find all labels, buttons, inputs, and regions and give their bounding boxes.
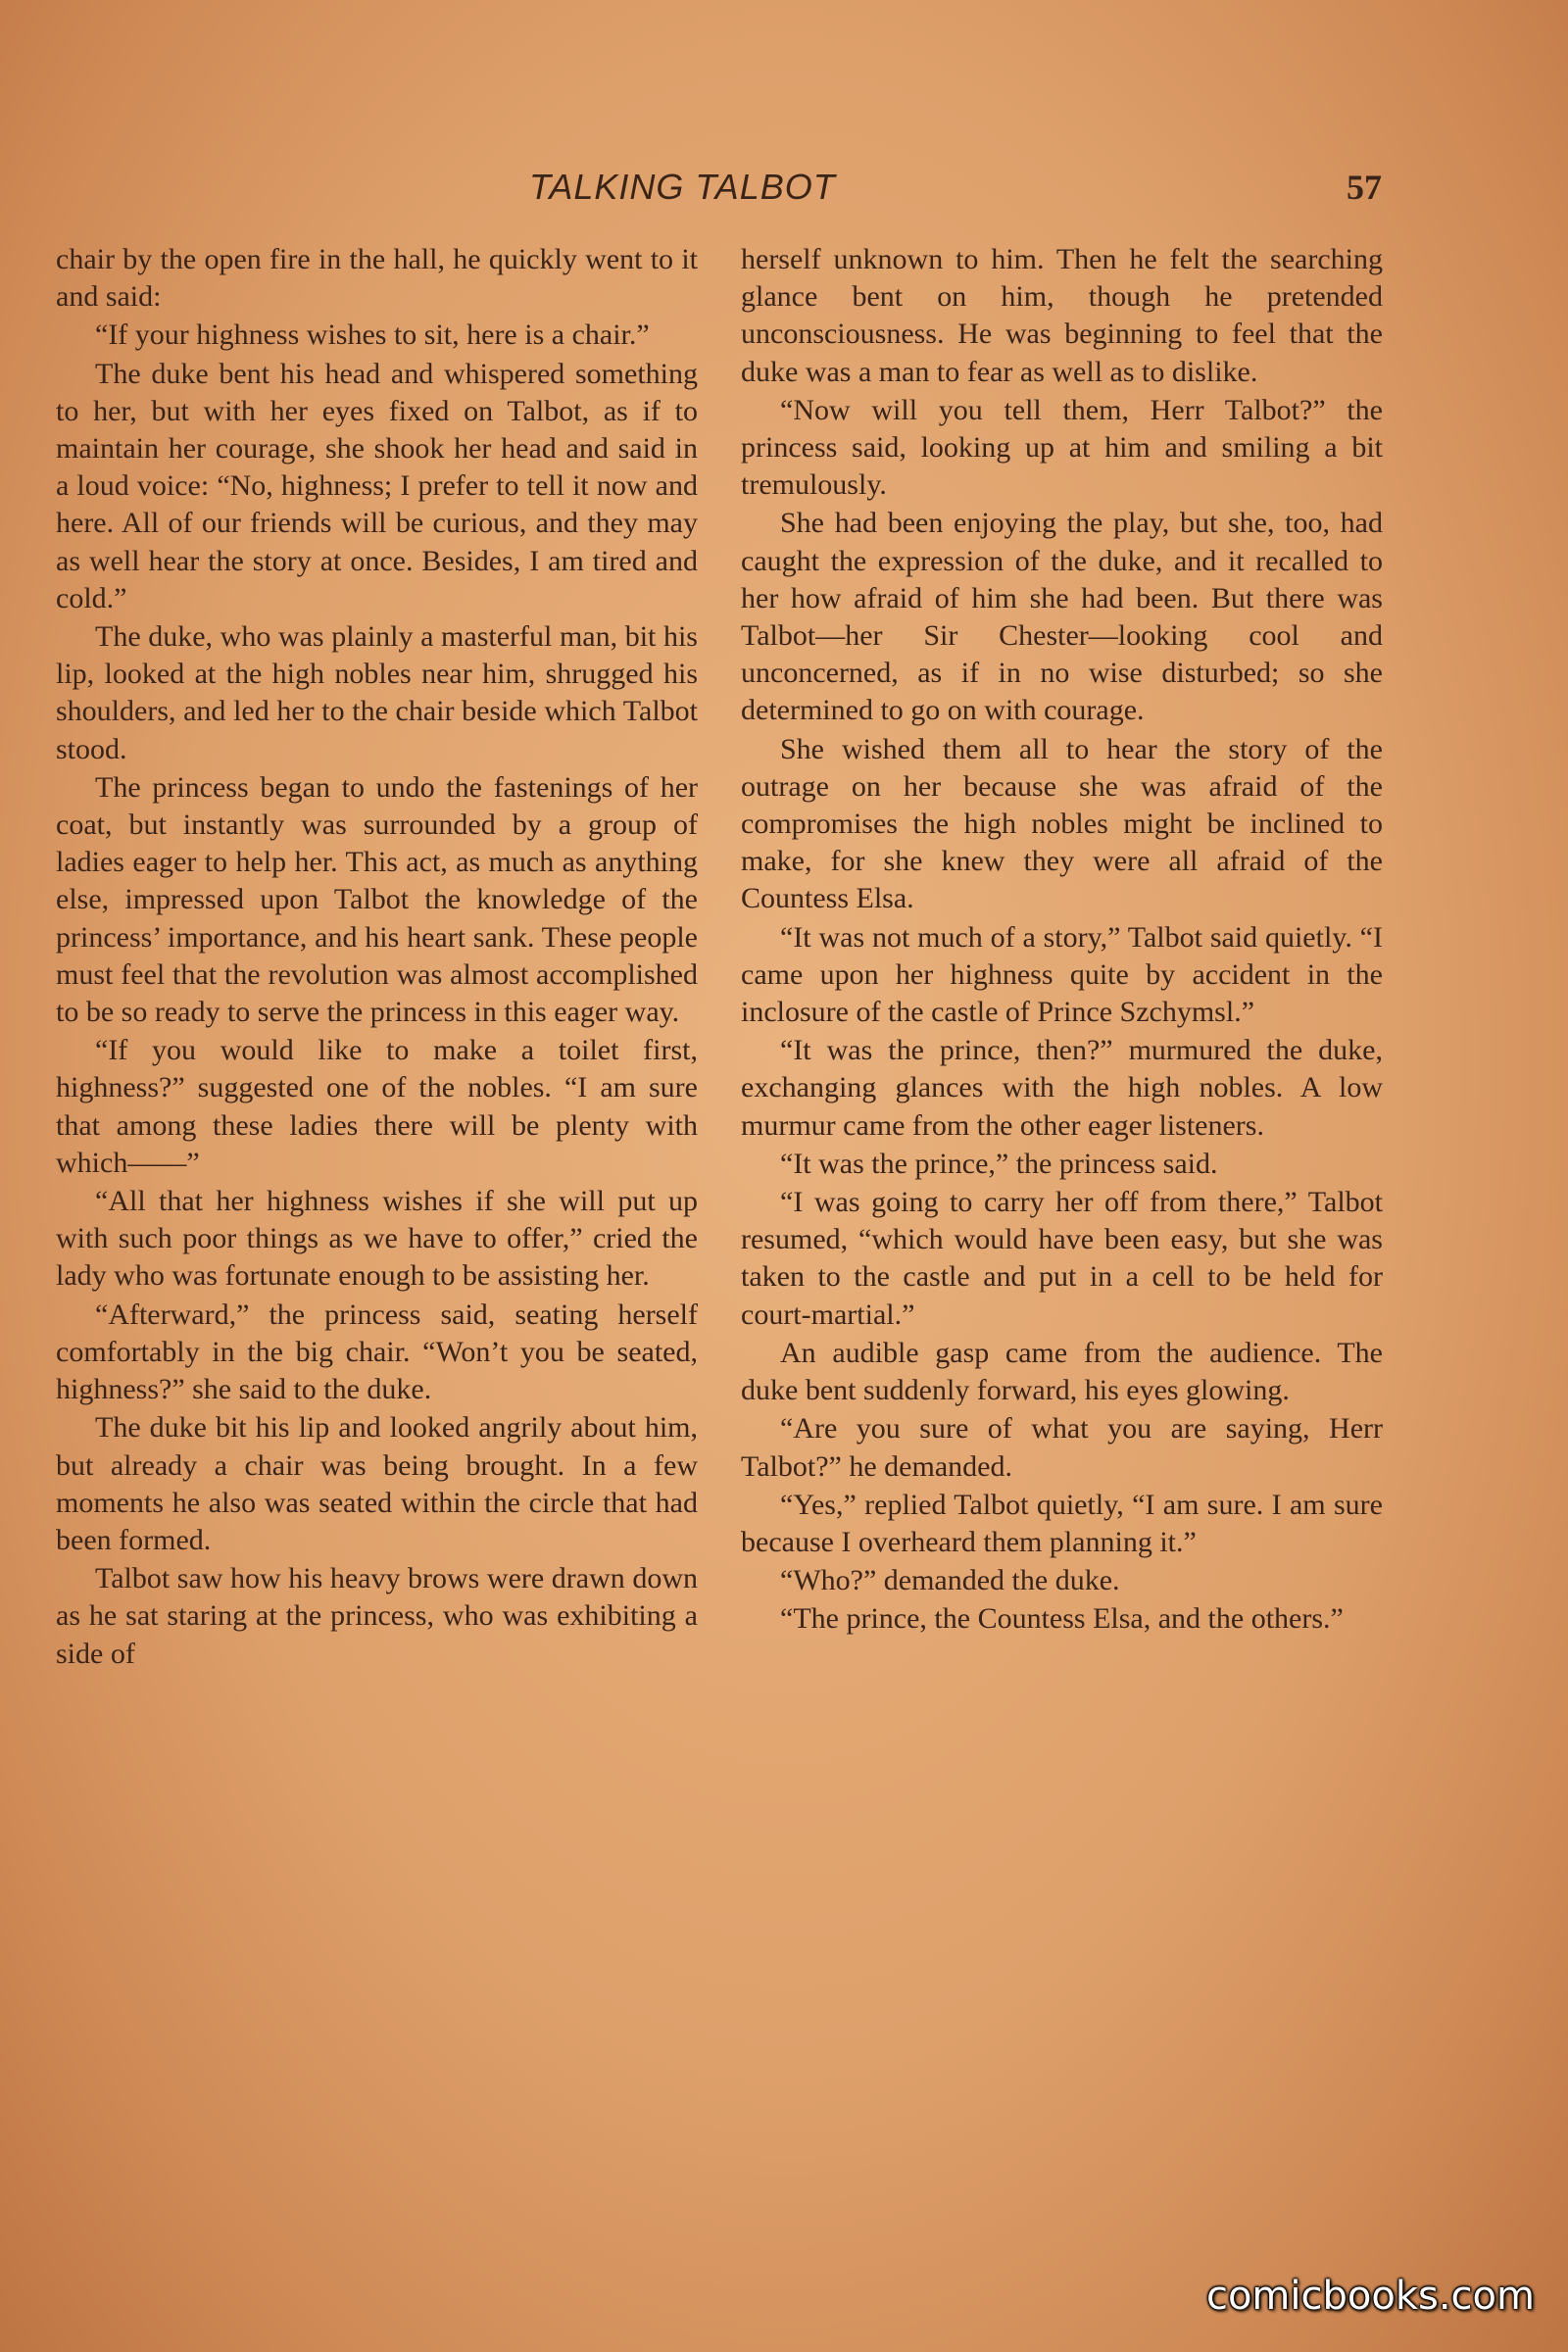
paragraph: “Now will you tell them, Herr Talbot?” the princess said, looking up at him and smiling a bit tremulously. xyxy=(741,393,1383,502)
paragraph: “The prince, the Countess Elsa, and the others.” xyxy=(780,1602,1344,1636)
paragraph: An audible gasp came from the audience. The duke bent suddenly forward, his eyes glowing. xyxy=(741,1336,1383,1407)
paragraph: “It was not much of a story,” Talbot said quietly. “I came upon her highness quite by accident in the inclosure of the castle of Prince Szchymsl.” xyxy=(741,920,1383,1029)
paragraph: “If you would like to make a toilet first, highness?” suggested one of the nobles. “I am sure that among these ladies there will be plenty with which——” xyxy=(56,1034,698,1179)
paragraph: The duke bent his head and whispered something to her, but with her eyes fixed on Talbot, as if to maintain her courage, she shook her head and said in a loud voice: “No, highness; I prefer to tell it now and here. All of our friends will be curious, and they may as well hear the story at once. Besides, I am tired and cold.” xyxy=(56,357,698,614)
paragraph: “Who?” demanded the duke. xyxy=(780,1564,1120,1597)
paragraph: chair by the open fire in the hall, he quickly went to it and said: xyxy=(56,243,698,314)
paragraph: She had been enjoying the play, but she, too, had caught the expression of the duke, and it recalled to her how afraid of him she had been. But there was Talbot—her Sir Chester—looking cool and unconcerned, as if in no wise disturbed; so she determined to go on with courage. xyxy=(741,507,1383,727)
paragraph: “Yes,” replied Talbot quietly, “I am sure. I am sure because I overheard them planning it.” xyxy=(741,1488,1383,1558)
paragraph: herself unknown to him. Then he felt the searching glance bent on him, though he pretended unconsciousness. He was beginning to feel that the duke was a man to fear as well as to dislike. xyxy=(741,243,1383,388)
paragraph: “It was the prince, then?” murmured the duke, exchanging glances with the high nobles. A low murmur came from the other eager listeners. xyxy=(741,1034,1383,1142)
paragraph: “All that her highness wishes if she will put up with such poor things as we have to offer,” cried the lady who was fortunate enough to be assisting her. xyxy=(56,1185,698,1293)
page-number: 57 xyxy=(1347,168,1382,207)
paragraph: “Afterward,” the princess said, seating herself comfortably in the big chair. “Won’t you be seated, highness?” she said to the duke. xyxy=(56,1298,698,1406)
paragraph: “It was the prince,” the princess said. xyxy=(780,1147,1218,1180)
paragraph: “If your highness wishes to sit, here is a chair.” xyxy=(95,318,650,352)
paragraph: She wished them all to hear the story of the outrage on her because she was afraid of the compromises the high nobles might be inclined to make, for she knew they were all afraid of the Countess Elsa. xyxy=(741,732,1383,915)
paragraph: “I was going to carry her off from there,” Talbot resumed, “which would have been easy, but she was taken to the castle and put in a cell to be held for court-martial.” xyxy=(741,1186,1383,1331)
left-text-column xyxy=(56,241,698,1673)
paragraph: The princess began to undo the fastenings of her coat, but instantly was surrounded by a group of ladies eager to help her. This act, as much as anything else, impressed upon Talbot the knowledge of the princess’ importance, and his heart sank. These people must feel that the revolution was almost accomplished to be so ready to serve the princess in this eager way. xyxy=(56,770,698,1029)
paragraph: The duke bit his lip and looked angrily about him, but already a chair was being brought. In a few moments he also was seated within the circle that had been formed. xyxy=(56,1411,698,1556)
page-header xyxy=(529,167,1382,216)
paragraph: The duke, who was plainly a masterful man, bit his lip, looked at the high nobles near him, shrugged his shoulders, and led her to the chair beside which Talbot stood. xyxy=(56,620,698,765)
watermark: comicbooks.com xyxy=(1205,2274,1535,2319)
paragraph: “Are you sure of what you are saying, Herr Talbot?” he demanded. xyxy=(741,1412,1383,1483)
paragraph: Talbot saw how his heavy brows were drawn down as he sat staring at the princess, who was exhibiting a side of xyxy=(56,1562,698,1670)
right-text-column xyxy=(741,241,1383,1639)
running-title: TALKING TALBOT xyxy=(529,167,836,207)
